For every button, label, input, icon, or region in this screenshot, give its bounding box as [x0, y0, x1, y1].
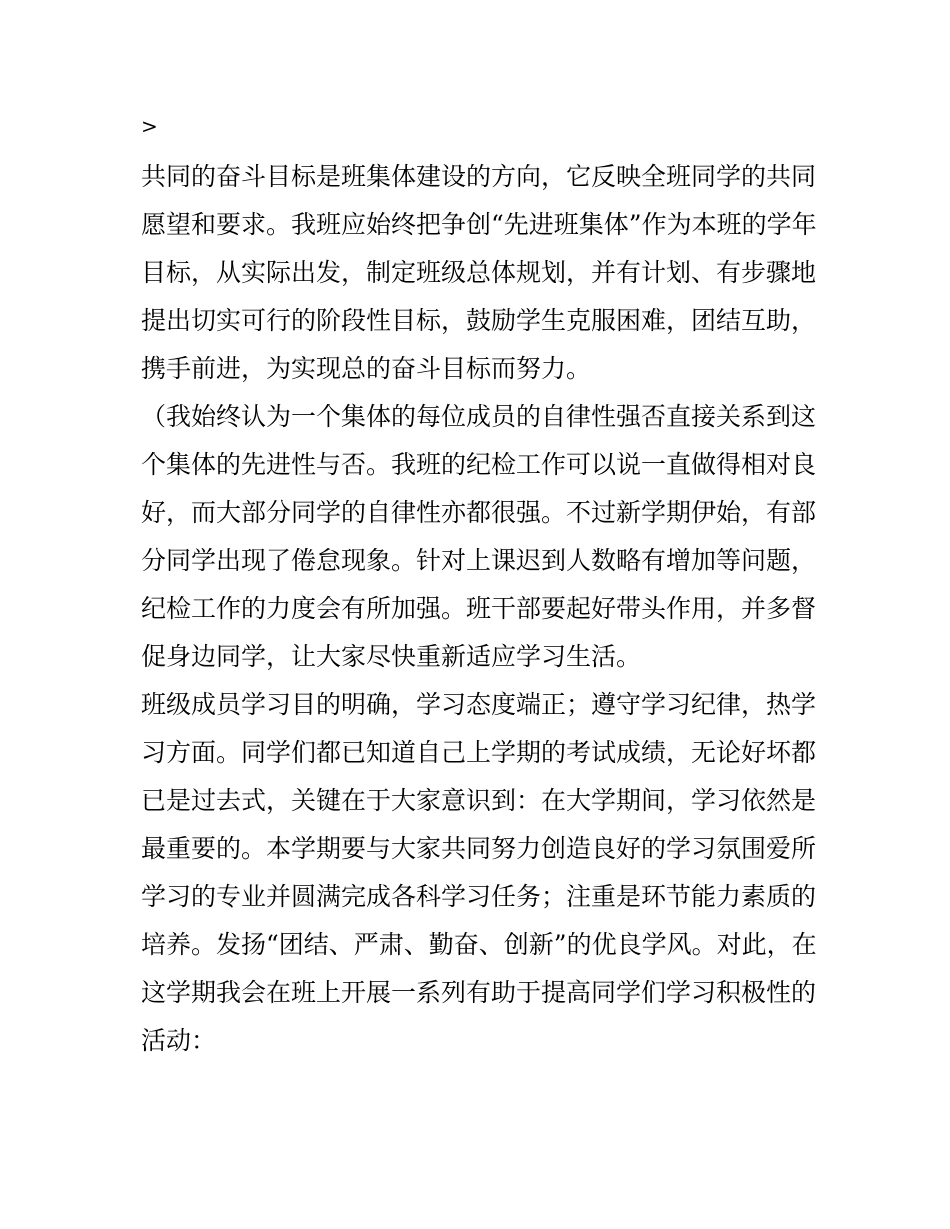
text-line: 提出切实可行的阶段性目标，鼓励学生克服困难，团结互助， [141, 306, 817, 335]
text-line: 个集体的先进性与否。我班的纪检工作可以说一直做得相对良 [141, 450, 817, 479]
text-line: 最重要的。本学期要与大家共同努力创造良好的学习氛围爱所 [141, 834, 817, 863]
text-line: 已是过去式，关键在于大家意识到：在大学期间，学习依然是 [141, 786, 817, 815]
text-line: 学习的专业并圆满完成各科学习任务；注重是环节能力素质的 [141, 882, 817, 911]
text-line: 共同的奋斗目标是班集体建设的方向，它反映全班同学的共同 [141, 162, 817, 191]
text-line: 愿望和要求。我班应始终把争创“先进班集体”作为本班的学年 [141, 210, 817, 239]
text-line: 培养。发扬“团结、严肃、勤奋、创新”的优良学风。对此，在 [141, 930, 817, 959]
text-line: 纪检工作的力度会有所加强。班干部要起好带头作用，并多督 [141, 594, 817, 623]
text-line: （我始终认为一个集体的每位成员的自律性强否直接关系到这 [141, 402, 817, 431]
text-line: 促身边同学，让大家尽快重新适应学习生活。 [141, 642, 642, 671]
quote-marker: > [141, 114, 158, 138]
text-line: 携手前进，为实现总的奋斗目标而努力。 [141, 354, 592, 383]
text-line: 目标，从实际出发，制定班级总体规划，并有计划、有步骤地 [141, 258, 817, 287]
text-line: 活动： [141, 1026, 217, 1055]
text-line: 班级成员学习目的明确，学习态度端正；遵守学习纪律，热学 [141, 690, 817, 719]
text-line: 习方面。同学们都已知道自己上学期的考试成绩，无论好坏都 [141, 738, 817, 767]
text-line: 分同学出现了倦怠现象。针对上课迟到人数略有增加等问题， [141, 546, 817, 575]
document-body [141, 153, 821, 1065]
text-line: 好，而大部分同学的自律性亦都很强。不过新学期伊始，有部 [141, 498, 817, 527]
text-line: 这学期我会在班上开展一系列有助于提高同学们学习积极性的 [141, 978, 817, 1007]
